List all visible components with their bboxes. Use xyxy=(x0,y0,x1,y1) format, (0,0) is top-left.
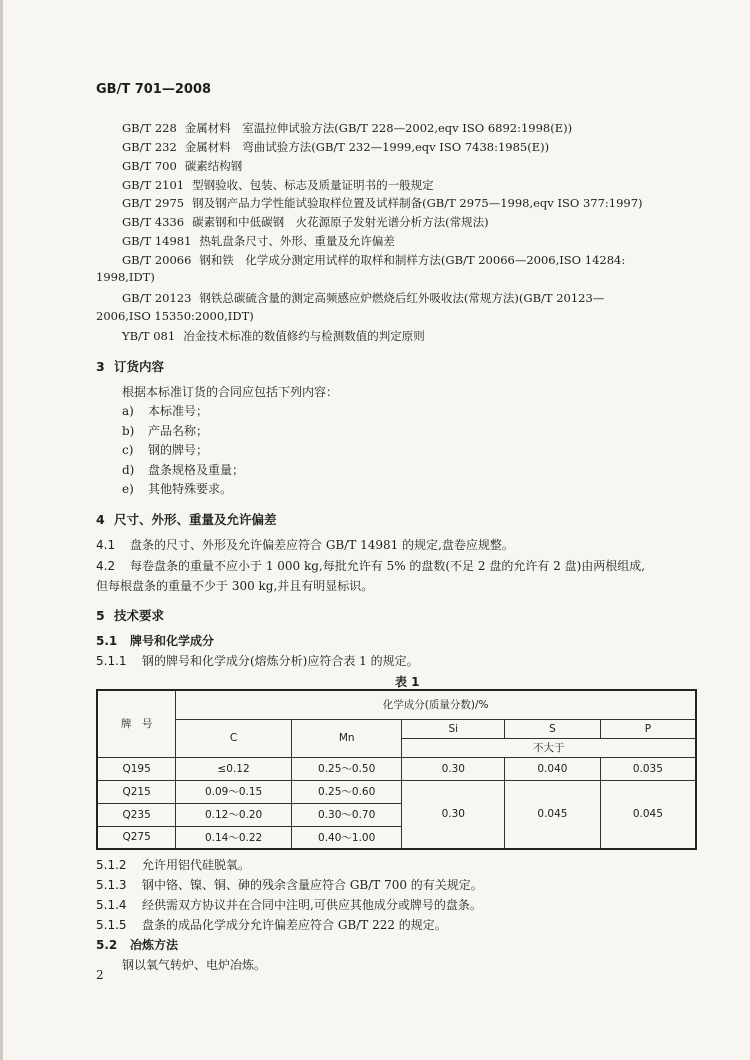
table-cell-grade: Q215 xyxy=(97,780,176,803)
reference-item: GB/T 20123 钢铁总碳硫含量的测定高频感应炉燃烧后红外吸收法(常规方法)(GB/T 20123— xyxy=(122,291,605,305)
clause: 4.2 每卷盘条的重量不应小于 1 000 kg,每批允许有 5% 的盘数(不足 2 盘的允许有 2 盘)由两根组成, xyxy=(96,559,646,573)
clause: 5.1.5 盘条的成品化学成分允许偏差应符合 GB/T 222 的规定。 xyxy=(96,918,447,932)
page-number: 2 xyxy=(96,968,104,982)
section-heading: 3 订货内容 xyxy=(96,359,165,374)
table-header-c: C xyxy=(176,719,292,757)
table-title: 表 1 xyxy=(395,675,420,689)
subsection-heading: 5.2 冶炼方法 xyxy=(96,938,179,952)
list-item: e) 其他特殊要求。 xyxy=(122,482,233,496)
table-cell-c: 0.14～0.22 xyxy=(176,826,292,849)
table-header-composition: 化学成分(质量分数)/% xyxy=(176,690,696,719)
list-item: d) 盘条规格及重量； xyxy=(122,463,245,477)
table-cell-s: 0.040 xyxy=(505,757,601,780)
table-cell-grade: Q235 xyxy=(97,803,176,826)
clause: 5.1.2 允许用铝代硅脱氧。 xyxy=(96,858,251,872)
table-header-s: S xyxy=(505,719,601,738)
list-item: b) 产品名称； xyxy=(122,424,209,438)
section-heading: 5 技术要求 xyxy=(96,608,165,623)
table-cell-si-merged: 0.30 xyxy=(402,780,505,849)
reference-item: GB/T 4336 碳素钢和中低碳钢 火花源原子发射光谱分析方法(常规法) xyxy=(122,215,489,229)
clause: 5.1.4 经供需双方协议并在合同中注明,可供应其他成分或牌号的盘条。 xyxy=(96,898,482,912)
table-header-not-greater: 不大于 xyxy=(402,738,696,757)
reference-item: GB/T 2101 型钢验收、包装、标志及质量证明书的一般规定 xyxy=(122,178,434,192)
table-cell-grade: Q195 xyxy=(97,757,176,780)
clause: 4.1 盘条的尺寸、外形及允许偏差应符合 GB/T 14981 的规定,盘卷应规整。 xyxy=(96,538,514,552)
table-cell-c: ≤0.12 xyxy=(176,757,292,780)
table-header-mn: Mn xyxy=(291,719,402,757)
list-item: c) 钢的牌号； xyxy=(122,443,209,457)
section-heading: 4 尺寸、外形、重量及允许偏差 xyxy=(96,512,277,527)
reference-item-continuation: 1998,IDT) xyxy=(96,270,155,284)
clause: 5.1.1 钢的牌号和化学成分(熔炼分析)应符合表 1 的规定。 xyxy=(96,654,419,668)
paragraph: 钢以氧气转炉、电炉冶炼。 xyxy=(122,958,267,972)
table-cell-c: 0.12～0.20 xyxy=(176,803,292,826)
standard-code-header: GB/T 701—2008 xyxy=(96,82,212,97)
table-header-grade: 牌 号 xyxy=(97,690,176,757)
chemical-composition-table xyxy=(96,689,697,850)
reference-item: GB/T 2975 钢及钢产品力学性能试验取样位置及试样制备(GB/T 2975—1998,eqv ISO 377:1997) xyxy=(122,196,643,210)
table-cell-mn: 0.40～1.00 xyxy=(291,826,402,849)
table-header-si: Si xyxy=(402,719,505,738)
reference-item: GB/T 228 金属材料 室温拉伸试验方法(GB/T 228—2002,eqv ISO 6892:1998(E)) xyxy=(122,121,573,135)
table-cell-mn: 0.25～0.60 xyxy=(291,780,402,803)
table-cell-mn: 0.30～0.70 xyxy=(291,803,402,826)
clause: 5.1.3 钢中铬、镍、铜、砷的残余含量应符合 GB/T 700 的有关规定。 xyxy=(96,878,483,892)
reference-item: GB/T 20066 钢和铁 化学成分测定用试样的取样和制样方法(GB/T 20066—2006,ISO 14284: xyxy=(122,253,626,267)
table-cell-p: 0.035 xyxy=(600,757,696,780)
paragraph: 根据本标准订货的合同应包括下列内容： xyxy=(122,385,339,399)
table-cell-s-merged: 0.045 xyxy=(505,780,601,849)
table-cell-si: 0.30 xyxy=(402,757,505,780)
table-row xyxy=(97,757,696,780)
table-cell-c: 0.09～0.15 xyxy=(176,780,292,803)
clause-continuation: 但每根盘条的重量不少于 300 kg,并且有明显标识。 xyxy=(96,579,374,593)
reference-item: YB/T 081 冶金技术标准的数值修约与检测数值的判定原则 xyxy=(122,329,425,343)
reference-item: GB/T 14981 热轧盘条尺寸、外形、重量及允许偏差 xyxy=(122,234,395,248)
page-edge-shadow xyxy=(0,0,3,1060)
table-cell-grade: Q275 xyxy=(97,826,176,849)
table-cell-mn: 0.25～0.50 xyxy=(291,757,402,780)
table-cell-p-merged: 0.045 xyxy=(600,780,696,849)
reference-item: GB/T 232 金属材料 弯曲试验方法(GB/T 232—1999,eqv ISO 7438:1985(E)) xyxy=(122,140,550,154)
reference-item-continuation: 2006,ISO 15350:2000,IDT) xyxy=(96,309,254,323)
list-item: a) 本标准号； xyxy=(122,404,209,418)
subsection-heading: 5.1 牌号和化学成分 xyxy=(96,634,215,648)
reference-item: GB/T 700 碳素结构钢 xyxy=(122,159,243,173)
table-header-p: P xyxy=(600,719,696,738)
table-row xyxy=(97,780,696,803)
